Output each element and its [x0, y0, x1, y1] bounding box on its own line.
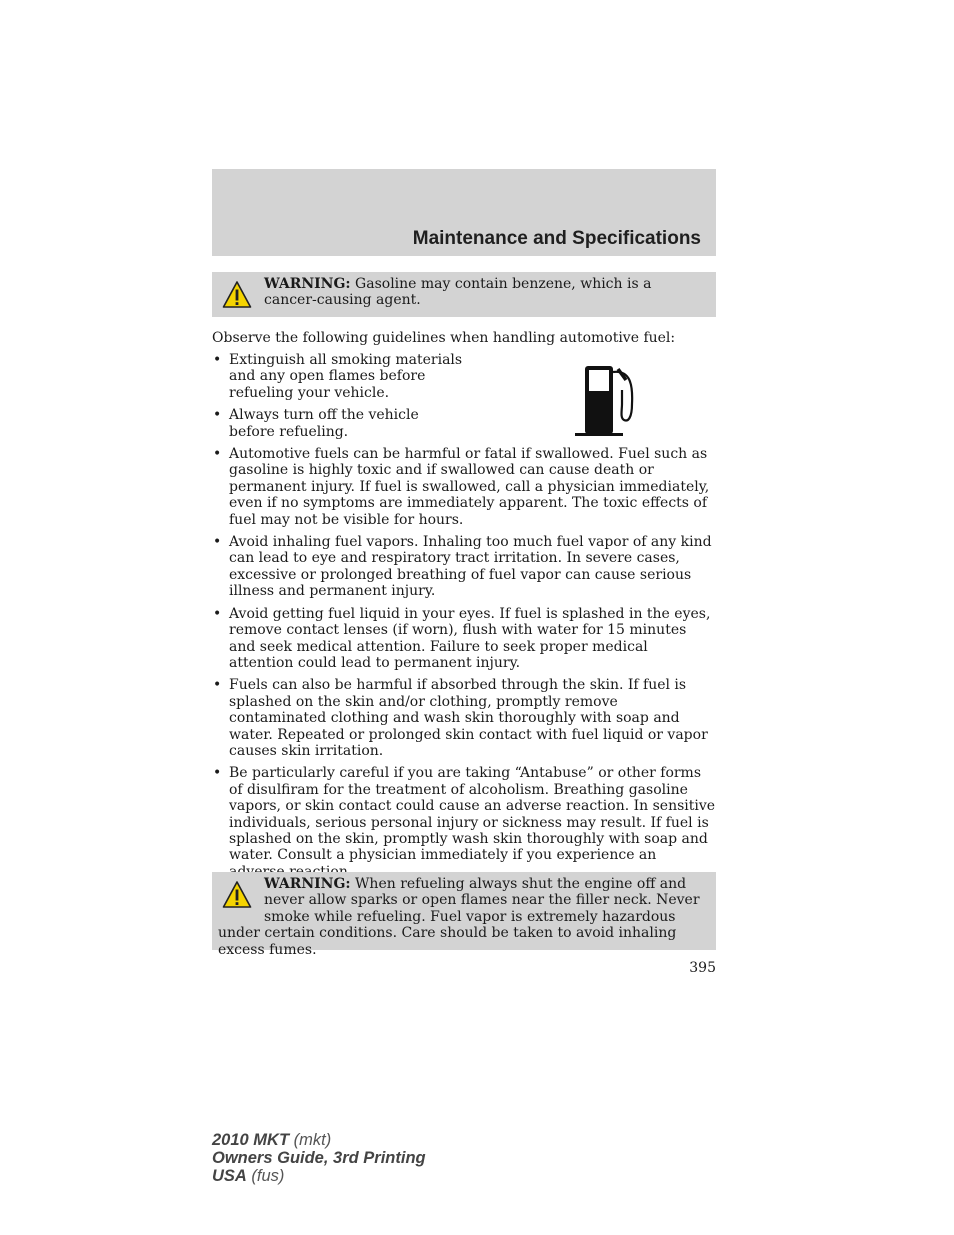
warning-box-benzene — [212, 272, 716, 317]
fuel-guidelines-list — [212, 352, 716, 886]
footer-region: USA — [212, 1167, 247, 1185]
page-number: 395 — [689, 960, 716, 976]
warning-label: WARNING: — [264, 876, 351, 892]
list-item: • Automotive fuels can be harmful or fatal if swallowed. Fuel such as gasoline is highly toxic and if swallowed can cause death or permanent injury. If fuel is swallowed, call a physician immediately, even if no symptoms are immediately apparent. The toxic effects of fuel may not be visible for hours. — [212, 446, 716, 528]
warning-triangle-icon — [222, 880, 252, 910]
footer-guide: Owners Guide, 3rd Printing — [212, 1149, 426, 1167]
warning-label: WARNING: — [264, 276, 351, 292]
footer-line-guide — [212, 1149, 426, 1167]
footer-region-code: (fus) — [246, 1167, 285, 1185]
warning-text: Gasoline may contain benzene, which is a cancer-causing agent. — [264, 276, 652, 309]
list-item: • Extinguish all smoking materials and any open flames before refueling your vehicle. — [212, 352, 464, 401]
list-item: • Fuels can also be harmful if absorbed through the skin. If fuel is splashed on the skin and/or clothing, promptly remove contaminated clothing and wash skin thoroughly with soap and water. Repeated or prolonged skin contact with fuel liquid or vapor causes skin irritation. — [212, 677, 716, 759]
list-item: • Be particularly careful if you are taking “Antabuse” or other forms of disulfiram for the treatment of alcoholism. Breathing gasoline vapors, or skin contact could cause an adverse reaction. In sensitive individuals, serious personal injury or sickness may result. If fuel is splashed on the skin, promptly wash skin thoroughly with soap and water. Consult a physician immediately if you experience an — [212, 765, 716, 880]
intro-text: Observe the following guidelines when handling automotive fuel: — [212, 330, 676, 346]
footer-model-code: (mkt) — [289, 1131, 332, 1149]
footer-line-region — [212, 1167, 426, 1185]
warning-triangle-icon — [222, 280, 252, 310]
warning-box-refueling — [212, 872, 716, 958]
list-item: • Avoid getting fuel liquid in your eyes. If fuel is splashed in the eyes, remove contact lenses (if worn), flush with water for 15 minutes and seek medical attention. Failure to seek proper medical attention could lead to permanent injury. — [212, 606, 716, 672]
footer-model: 2010 MKT — [212, 1131, 290, 1149]
list-item: • Avoid inhaling fuel vapors. Inhaling too much fuel vapor of any kind can lead to eye and respiratory tract irritation. In severe cases, excessive or prolonged breathing of fuel vapor can cause serious illness and permanent injury. — [212, 534, 716, 600]
section-title: Maintenance and Specifications — [412, 228, 701, 249]
footer-line-model — [212, 1131, 426, 1149]
document-footer — [212, 1131, 426, 1185]
list-item: • Always turn off the vehicle before refueling. — [212, 407, 469, 440]
section-header — [212, 169, 716, 256]
warning-text: When refueling always shut the engine off and never allow sparks or open flames near the filler neck. Never smoke while refueling. Fuel vapor is extremely hazardous under certain conditions. Care should be taken to avoid inhaling excess fumes. — [218, 876, 700, 958]
